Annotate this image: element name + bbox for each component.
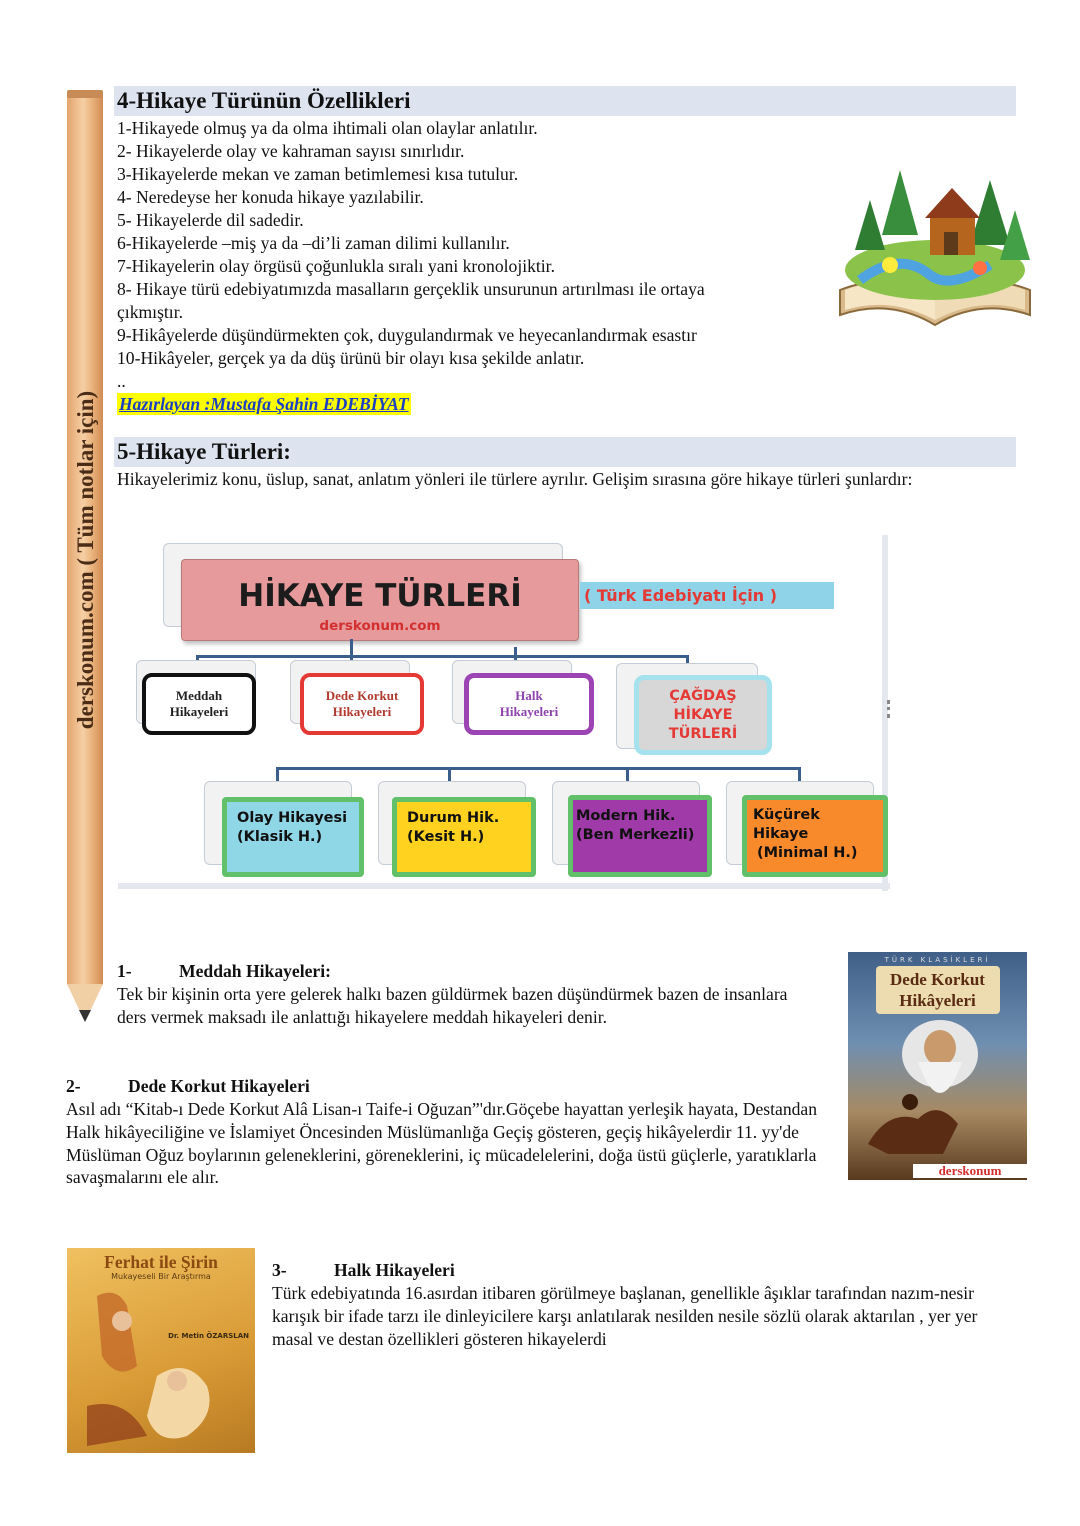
ferhat-sirin-book-cover: Ferhat ile Şirin Mukayeseli Bir Araştırma Dr. Metin ÖZARSLAN xyxy=(67,1248,255,1453)
category-cagdas: ÇAĞDAŞ HİKAYE TÜRLERİ xyxy=(634,675,772,755)
main-title: HİKAYE TÜRLERİ xyxy=(238,578,522,614)
modern-modern-hik: Modern Hik. (Ben Merkezli) xyxy=(568,795,712,877)
meddah-heading: 1- Meddah Hikayeleri: xyxy=(117,961,331,981)
dede-korkut-text: Asıl adı “Kitab-ı Dede Korkut Alâ Lisan-ı Taife-i Oğuzan”'dır.Göçebe hayattan yerleşik hayata, Destandan Halk hikâyeciliğine ve İslamiyet Öncesinden Müslümanlığa Geçiş gösteren, geçiş hikâyelerdir 11. yy'de Müslüman Oğuz boylarının geleneklerini, göreneklerini, iç mücadelelerini, doğa üstü güçlerle, yaratıklarla savaşmalarını ele alır. xyxy=(66,1099,818,1188)
feature-line: .. xyxy=(117,371,126,391)
storybook-illustration xyxy=(830,140,1040,335)
main-title-box xyxy=(181,559,579,641)
diagram-resize-handle xyxy=(887,700,893,718)
dede-korkut-heading: 2- Dede Korkut Hikayeleri xyxy=(66,1076,310,1096)
feature-line: 5- Hikayelerde dil sadedir. xyxy=(117,210,304,230)
pencil-cap xyxy=(67,90,103,98)
category-meddah: Meddah Hikayeleri xyxy=(142,673,256,735)
feature-line: 2- Hikayelerde olay ve kahraman sayısı sınırlıdır. xyxy=(117,141,465,161)
hikaye-turleri-diagram xyxy=(118,535,890,891)
modern-olay-hikayesi: Olay Hikayesi (Klasik H.) xyxy=(222,797,364,877)
category-dede-korkut: Dede Korkut Hikayeleri xyxy=(300,673,424,735)
author-link[interactable]: Hazırlayan :Mustafa Şahin EDEBİYAT xyxy=(119,394,409,414)
feature-line: 7-Hikayelerin olay örgüsü çoğunlukla sıralı yani kronolojiktir. xyxy=(117,256,555,276)
dede-korkut-book-cover: TÜRK KLASİKLERİ Dede Korkut Hikâyeleri derskonum xyxy=(848,952,1027,1180)
category-halk: Halk Hikayeleri xyxy=(464,673,594,735)
feature-line: 3-Hikayelerde mekan ve zaman betimlemesi kısa tutulur. xyxy=(117,164,519,184)
section5-title: 5-Hikaye Türleri: xyxy=(117,439,291,464)
feature-line: 8- Hikaye türü edebiyatımızda masalların gerçeklik unsurunun artırılması ile ortaya xyxy=(117,279,705,299)
section5-intro: Hikayelerimiz konu, üslup, sanat, anlatım yönleri ile türlere ayrılır. Gelişim sırasına göre hikaye türleri şunlardır: xyxy=(117,469,913,489)
main-site: derskonum.com xyxy=(319,618,441,634)
dede-korkut-cover-art xyxy=(848,1014,1027,1164)
halk-heading: 3- Halk Hikayeleri xyxy=(272,1260,455,1280)
pencil-tip xyxy=(67,984,103,1022)
modern-durum-hik: Durum Hik. (Kesit H.) xyxy=(392,797,536,877)
feature-line: 6-Hikayelerde –miş ya da –di’li zaman dilimi kullanılır. xyxy=(117,233,510,253)
feature-line: 4- Neredeyse her konuda hikaye yazılabilir. xyxy=(117,187,424,207)
section4-title: 4-Hikaye Türünün Özellikleri xyxy=(117,88,411,113)
ferhat-sirin-cover-art xyxy=(67,1286,255,1453)
feature-line: çıkmıştır. xyxy=(117,302,183,322)
feature-line: 1-Hikayede olmuş ya da olma ihtimali olan olaylar anlatılır. xyxy=(117,118,538,138)
halk-text: Türk edebiyatında 16.asırdan itibaren görülmeye başlanan, genellikle âşıklar tarafından nazım-nesir karışık bir ifade tarzı ile dinleyicilere karşı anlatılarak nesilden nesile sözlü olarak aktarılan , yer yer masal ve destan özellikleri gösteren hikayelerdi xyxy=(272,1283,978,1349)
feature-line: 9-Hikâyelerde düşündürmekten çok, duygulandırmak ve heyecanlandırmak esastır xyxy=(117,325,697,345)
pencil-watermark-text: derskonum.com ( Tüm notlar için) xyxy=(73,390,98,730)
turk-edebiyati-note: ( Türk Edebiyatı İçin ) xyxy=(580,582,834,609)
meddah-text: Tek bir kişinin orta yere gelerek halkı bazen güldürmek bazen düşündürmek bazen de insanlara ders vermek maksadı ile anlattığı hikayelere meddah hikayeleri denir. xyxy=(117,984,788,1027)
feature-line: 10-Hikâyeler, gerçek ya da düş ürünü bir olayı kısa şekilde anlatır. xyxy=(117,348,585,368)
modern-kucurek-hikaye: Küçürek Hikaye (Minimal H.) xyxy=(742,795,888,877)
